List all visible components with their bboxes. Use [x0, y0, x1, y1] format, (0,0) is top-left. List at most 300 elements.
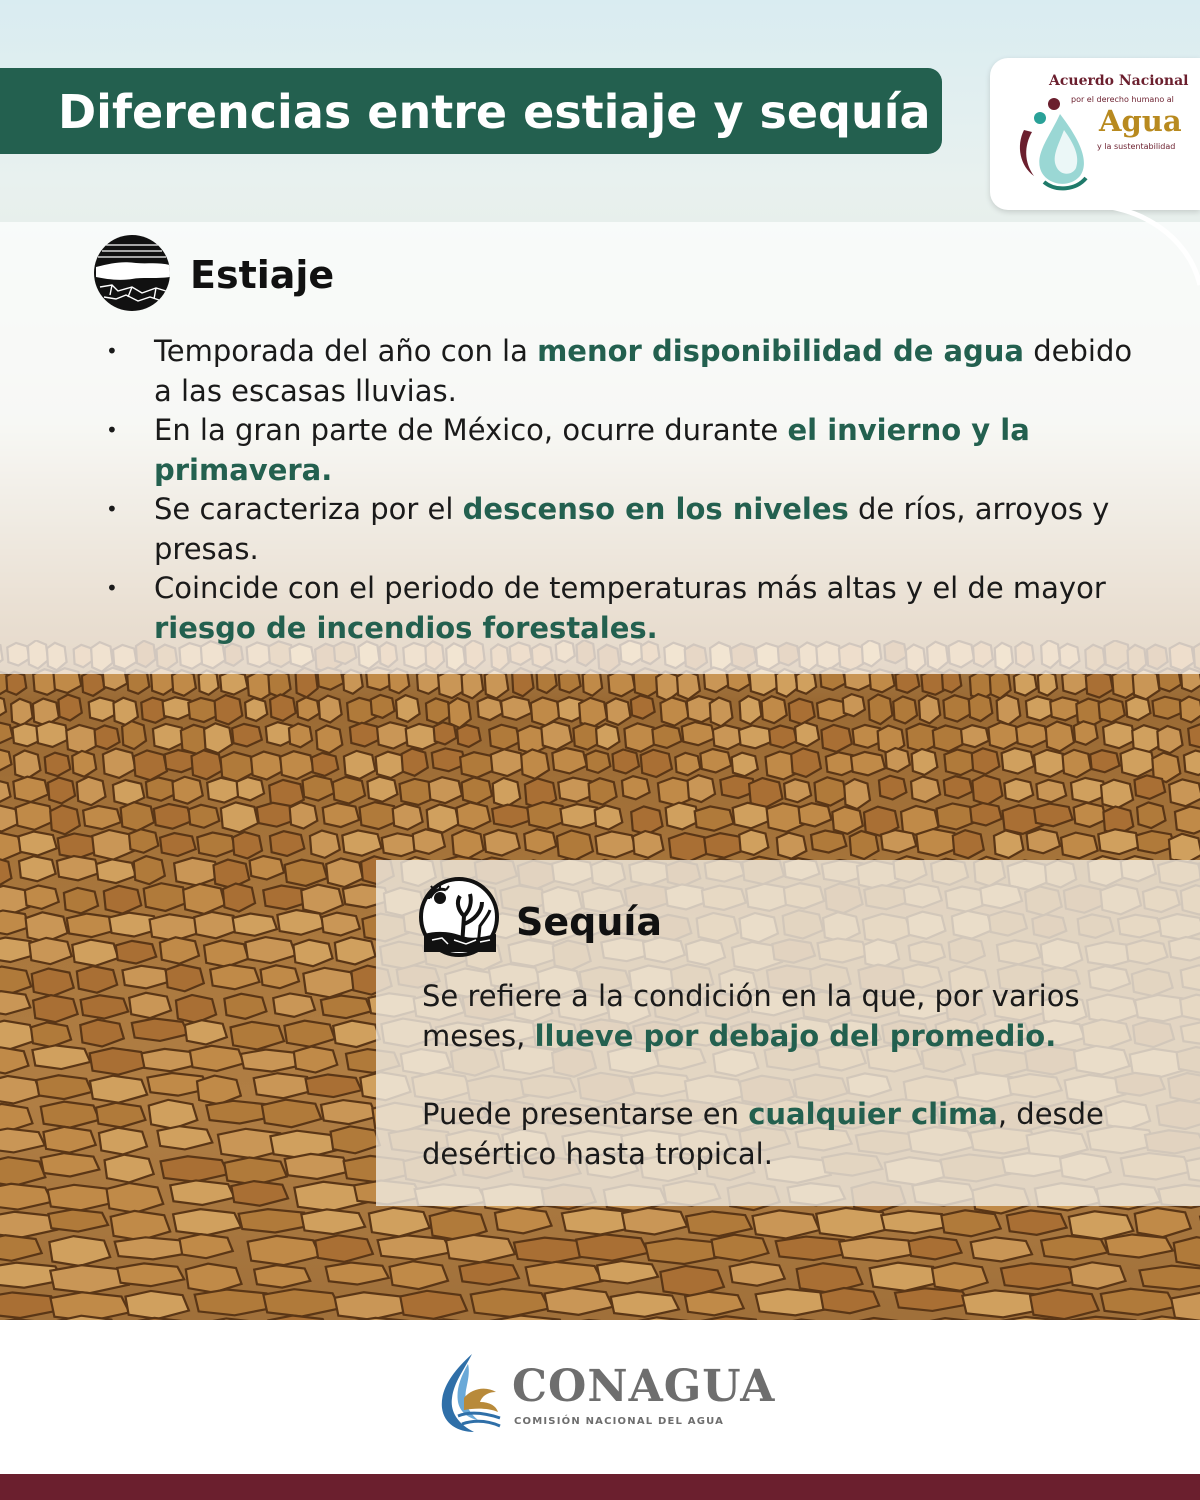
soil-crack-tile [641, 750, 672, 777]
soil-crack-tile [81, 995, 129, 1018]
soil-crack-tile [704, 833, 744, 858]
soil-crack-tile [660, 1266, 724, 1296]
soil-crack-tile [262, 1100, 321, 1128]
soil-crack-tile [0, 722, 13, 744]
soil-crack-tile [895, 1288, 970, 1311]
water-drop-emblem-icon [1014, 96, 1092, 196]
soil-crack-tile [1175, 807, 1200, 834]
soil-crack-tile [972, 748, 1000, 774]
soil-crack-tile [943, 695, 971, 721]
estiaje-heading: Estiaje [190, 253, 335, 297]
soil-crack-tile [333, 777, 365, 804]
soil-crack-tile [72, 751, 96, 777]
soil-crack-tile [611, 1292, 679, 1317]
soil-crack-tile [908, 1237, 961, 1260]
soil-crack-tile [315, 1235, 373, 1262]
soil-crack-tile [1038, 671, 1057, 696]
soil-crack-tile [784, 779, 811, 802]
soil-crack-tile [322, 913, 360, 936]
soil-crack-tile [413, 829, 445, 854]
soil-crack-tile [811, 831, 846, 853]
soil-crack-tile [33, 995, 78, 1022]
soil-crack-tile [129, 829, 158, 853]
soil-crack-tile [333, 1021, 380, 1047]
soil-crack-tile [471, 1289, 550, 1317]
soil-crack-tile [452, 830, 483, 859]
soil-crack-tile [0, 696, 6, 719]
soil-crack-tile [597, 1261, 658, 1283]
soil-crack-tile [434, 722, 457, 744]
soil-crack-tile [682, 722, 715, 745]
soil-crack-tile [6, 672, 26, 695]
soil-crack-tile [77, 777, 106, 805]
soil-crack-tile [426, 698, 451, 723]
soil-crack-tile [589, 778, 617, 804]
soil-crack-tile [263, 1289, 340, 1316]
soil-crack-tile [769, 726, 797, 748]
soil-crack-tile [19, 856, 56, 881]
soil-crack-tile [881, 1211, 949, 1233]
soil-crack-tile [843, 694, 865, 716]
soil-crack-tile [29, 938, 71, 964]
soil-crack-tile [293, 940, 332, 966]
soil-crack-tile [795, 722, 819, 746]
soil-crack-tile [224, 994, 266, 1019]
soil-crack-tile [297, 697, 319, 720]
soil-crack-tile [740, 696, 762, 724]
soil-crack-tile [460, 752, 494, 777]
sequia-paragraph-1: Se refiere a la condición en la que, por varios meses, llueve por debajo del promedio. [422, 979, 1080, 1053]
soil-crack-tile [1134, 775, 1165, 799]
soil-crack-tile [1001, 1263, 1076, 1289]
soil-crack-tile [971, 1237, 1032, 1261]
soil-crack-tile [0, 1104, 32, 1132]
soil-crack-tile [231, 1022, 285, 1050]
soil-crack-tile [1086, 671, 1113, 697]
soil-crack-tile [134, 856, 165, 884]
soil-crack-tile [0, 910, 29, 934]
soil-crack-tile [210, 965, 259, 989]
soil-crack-tile [677, 671, 700, 699]
soil-crack-tile [195, 1290, 275, 1316]
soil-crack-tile [0, 1184, 52, 1210]
estiaje-list [100, 332, 1140, 648]
soil-crack-tile [552, 748, 586, 773]
soil-crack-tile [122, 966, 169, 989]
soil-crack-tile [1174, 1237, 1200, 1266]
soil-crack-tile [251, 752, 283, 780]
soil-crack-tile [237, 777, 264, 800]
soil-crack-tile [1121, 748, 1155, 776]
soil-crack-tile [48, 1185, 114, 1210]
soil-crack-tile [312, 753, 339, 776]
soil-crack-tile [1157, 726, 1182, 753]
soil-crack-tile [270, 831, 304, 856]
soil-crack-tile [622, 1208, 687, 1235]
partner-logo-line4: y la sustentabilidad [1097, 142, 1176, 151]
soil-crack-tile [129, 993, 171, 1018]
soil-crack-tile [631, 695, 655, 718]
soil-crack-tile [656, 671, 679, 700]
soil-crack-tile [290, 802, 318, 828]
soil-crack-tile [153, 724, 185, 750]
soil-crack-tile [713, 725, 743, 749]
soil-crack-tile [1016, 723, 1048, 747]
soil-crack-tile [869, 694, 893, 724]
soil-crack-tile [850, 831, 879, 859]
soil-crack-tile [245, 937, 295, 963]
soil-crack-tile [446, 1235, 515, 1262]
soil-crack-tile [700, 749, 731, 772]
soil-crack-tile [173, 1209, 241, 1235]
soil-crack-tile [25, 886, 59, 909]
soil-crack-tile [576, 1234, 648, 1260]
soil-crack-tile [686, 1211, 752, 1236]
soil-crack-tile [933, 725, 965, 751]
soil-crack-tile [1171, 1293, 1200, 1320]
soil-crack-tile [194, 912, 238, 938]
soil-crack-tile [303, 776, 335, 801]
soil-crack-tile [521, 749, 549, 778]
soil-crack-tile [326, 1262, 389, 1284]
soil-crack-tile [105, 1155, 154, 1183]
soil-crack-tile [89, 698, 117, 722]
soil-crack-tile [753, 1210, 820, 1238]
soil-crack-tile [633, 831, 664, 858]
soil-crack-tile [652, 725, 681, 748]
soil-crack-tile [1004, 779, 1033, 802]
soil-crack-tile [851, 752, 885, 775]
soil-crack-tile [730, 1262, 785, 1286]
soil-crack-tile [342, 830, 381, 855]
soil-crack-tile [911, 777, 940, 803]
soil-crack-tile [204, 940, 248, 966]
soil-crack-tile [161, 1156, 229, 1181]
soil-crack-tile [457, 725, 481, 747]
soil-crack-tile [231, 1181, 288, 1206]
soil-crack-tile [90, 1048, 147, 1075]
soil-crack-tile [820, 1288, 879, 1313]
soil-crack-tile [310, 831, 340, 858]
soil-crack-tile [95, 725, 120, 749]
soil-crack-tile [961, 725, 989, 747]
soil-crack-tile [335, 937, 376, 964]
soil-crack-tile [41, 1153, 99, 1176]
soil-crack-tile [596, 724, 619, 749]
list-item: • En la gran parte de México, ocurre durante el invierno y la primavera. [100, 411, 1140, 490]
soil-crack-tile [1184, 751, 1200, 775]
soil-crack-tile [739, 725, 772, 748]
soil-crack-tile [11, 699, 33, 726]
soil-crack-tile [1046, 722, 1074, 752]
soil-crack-tile [303, 968, 356, 998]
soil-crack-tile [301, 1209, 365, 1234]
soil-crack-tile [970, 803, 1001, 825]
soil-crack-tile [185, 1020, 227, 1044]
soil-crack-tile [191, 750, 222, 779]
soil-crack-tile [96, 859, 136, 883]
conagua-subtitle: COMISIÓN NACIONAL DEL AGUA [514, 1416, 725, 1427]
soil-crack-tile [732, 753, 758, 777]
soil-crack-tile [844, 779, 870, 809]
soil-crack-tile [396, 695, 420, 722]
soil-crack-tile [0, 1129, 45, 1153]
soil-crack-tile [1169, 779, 1200, 806]
soil-crack-tile [953, 830, 984, 858]
soil-crack-tile [220, 671, 248, 694]
soil-crack-tile [0, 1292, 59, 1318]
soil-crack-tile [378, 1235, 452, 1259]
soil-crack-tile [762, 696, 787, 723]
soil-crack-tile [1027, 829, 1060, 853]
soil-crack-tile [280, 751, 314, 779]
soil-crack-tile [90, 1076, 147, 1103]
soil-crack-tile [36, 722, 68, 747]
soil-crack-tile [331, 1126, 380, 1153]
soil-crack-tile [477, 697, 502, 720]
conagua-emblem-icon [438, 1352, 504, 1434]
soil-crack-tile [400, 1291, 467, 1319]
soil-crack-tile [189, 805, 220, 828]
soil-crack-tile [33, 699, 59, 726]
soil-crack-tile [749, 778, 782, 807]
soil-crack-tile [113, 780, 144, 805]
soil-crack-tile [277, 910, 324, 935]
soil-crack-tile [608, 671, 635, 696]
soil-crack-tile [997, 695, 1021, 725]
soil-crack-tile [132, 1019, 189, 1041]
soil-crack-tile [606, 698, 630, 725]
soil-crack-tile [501, 697, 531, 720]
soil-crack-tile [149, 1100, 198, 1129]
soil-crack-tile [815, 777, 847, 805]
soil-crack-tile [586, 751, 610, 773]
soil-crack-tile [0, 1047, 28, 1073]
soil-crack-tile [215, 695, 243, 724]
soil-crack-tile [160, 833, 196, 856]
soil-crack-tile [1034, 804, 1073, 827]
soil-crack-tile [912, 749, 938, 775]
soil-crack-tile [1098, 829, 1140, 854]
soil-crack-tile [1103, 722, 1135, 748]
soil-crack-tile [688, 775, 716, 802]
soil-crack-tile [1062, 671, 1088, 695]
soil-crack-tile [1070, 1262, 1126, 1289]
soil-crack-tile [1180, 697, 1200, 723]
soil-crack-tile [1014, 672, 1037, 696]
soil-crack-tile [459, 1262, 518, 1285]
soil-crack-tile [695, 806, 734, 830]
soil-crack-tile [492, 805, 531, 827]
soil-crack-tile [58, 695, 81, 721]
soil-crack-tile [221, 802, 258, 832]
soil-crack-tile [125, 1291, 188, 1319]
soil-crack-tile [157, 1126, 212, 1149]
soil-crack-tile [72, 940, 118, 966]
soil-crack-tile [80, 1020, 124, 1047]
soil-crack-tile [489, 725, 519, 750]
soil-crack-tile [1074, 721, 1098, 745]
soil-crack-tile [117, 1263, 184, 1286]
soil-crack-tile [186, 1264, 242, 1293]
soil-crack-tile [393, 804, 423, 830]
partner-logo-line3: Agua [1099, 104, 1182, 138]
soil-crack-tile [13, 777, 48, 802]
soil-crack-tile [526, 1262, 602, 1290]
soil-crack-tile [111, 1211, 171, 1240]
soil-crack-tile [622, 776, 650, 799]
soil-crack-tile [326, 858, 363, 887]
soil-crack-tile [595, 805, 623, 829]
soil-crack-tile [289, 724, 312, 748]
soil-crack-tile [14, 750, 40, 778]
soil-crack-tile [1034, 750, 1066, 777]
soil-crack-tile [0, 780, 11, 804]
soil-crack-tile [1041, 1236, 1107, 1260]
soil-crack-tile [545, 1288, 613, 1315]
soil-crack-tile [919, 695, 940, 723]
soil-crack-tile [223, 884, 255, 912]
soil-crack-tile [1126, 697, 1150, 721]
soil-crack-tile [232, 724, 262, 747]
sequia-paragraph-2: Puede presentarse en cualquier clima, desde desértico hasta tropical. [422, 1097, 1104, 1171]
soil-crack-tile [245, 698, 267, 721]
soil-crack-tile [994, 830, 1023, 857]
list-item: • Coincide con el periodo de temperaturas más altas y el de mayor riesgo de incendios forestales. [100, 569, 1140, 648]
soil-crack-tile [321, 1100, 376, 1124]
soil-crack-tile [1002, 748, 1035, 773]
bottom-bar [0, 1474, 1200, 1500]
soil-crack-tile [103, 749, 136, 778]
soil-crack-tile [495, 1208, 552, 1234]
soil-crack-tile [733, 803, 770, 828]
soil-crack-tile [0, 1021, 35, 1050]
list-item: • Se caracteriza por el descenso en los niveles de ríos, arroyos y presas. [100, 490, 1140, 569]
soil-crack-tile [284, 1021, 334, 1047]
soil-crack-tile [675, 753, 700, 775]
soil-crack-tile [48, 1210, 108, 1232]
soil-crack-tile [183, 884, 225, 914]
soil-crack-tile [1105, 1234, 1173, 1257]
partner-logo-line2: por el derecho humano al [1071, 95, 1174, 104]
soil-crack-tile [1030, 1290, 1099, 1319]
soil-crack-tile [306, 1074, 362, 1097]
soil-crack-tile [254, 1073, 313, 1098]
soil-crack-tile [839, 1237, 916, 1261]
soil-crack-tile [816, 1208, 890, 1238]
soil-crack-tile [294, 1047, 337, 1073]
soil-crack-tile [82, 671, 105, 696]
soil-crack-tile [16, 802, 54, 830]
soil-crack-tile [1090, 750, 1119, 772]
soil-crack-tile [43, 1127, 95, 1153]
soil-crack-tile [879, 776, 906, 800]
soil-crack-tile [491, 749, 524, 776]
soil-crack-tile [789, 699, 815, 724]
soil-crack-tile [197, 833, 235, 857]
soil-crack-tile [367, 777, 397, 802]
soil-crack-tile [45, 753, 71, 776]
soil-crack-tile [116, 941, 156, 964]
soil-crack-tile [371, 695, 395, 718]
soil-crack-tile [557, 830, 593, 860]
soil-crack-tile [1074, 803, 1106, 827]
soil-crack-tile [122, 721, 146, 749]
soil-crack-tile [180, 1234, 233, 1258]
sequia-heading: Sequía [516, 900, 663, 944]
soil-crack-tile [972, 775, 1002, 804]
soil-crack-tile [344, 751, 375, 779]
soil-crack-tile [0, 1076, 41, 1104]
dry-lake-icon [92, 233, 172, 313]
soil-crack-tile [429, 777, 462, 803]
soil-crack-tile [213, 860, 249, 888]
soil-crack-tile [49, 1236, 110, 1266]
soil-crack-tile [190, 1046, 244, 1071]
soil-crack-tile [821, 725, 851, 752]
soil-crack-tile [1137, 802, 1165, 828]
list-item: • Temporada del año con la menor disponibilidad de agua debido a las escasas lluvias. [100, 332, 1140, 411]
soil-crack-tile [791, 748, 821, 777]
soil-crack-tile [104, 886, 141, 914]
soil-crack-tile [31, 1022, 71, 1047]
soil-crack-tile [96, 1103, 145, 1128]
soil-crack-tile [233, 914, 277, 936]
soil-crack-tile [390, 1261, 448, 1289]
soil-crack-tile [885, 748, 909, 772]
soil-crack-tile [710, 698, 733, 727]
soil-crack-tile [77, 966, 117, 993]
soil-crack-tile [870, 1263, 941, 1291]
soil-crack-tile [170, 1180, 234, 1205]
soil-crack-tile [941, 1210, 1000, 1236]
soil-crack-tile [321, 996, 371, 1019]
soil-crack-tile [541, 722, 572, 750]
soil-crack-tile [0, 1235, 42, 1261]
soil-crack-tile [107, 1183, 164, 1213]
soil-crack-tile [144, 883, 188, 911]
partner-logo-line1: Acuerdo Nacional [1049, 73, 1189, 89]
soil-crack-tile [233, 832, 262, 858]
soil-crack-tile [1153, 697, 1184, 719]
soil-crack-tile [402, 749, 428, 776]
conagua-logo-text: CONAGUA [512, 1361, 776, 1412]
soil-crack-tile [273, 993, 315, 1016]
soil-crack-tile [1140, 1266, 1200, 1290]
soil-crack-tile [254, 1265, 310, 1288]
soil-crack-tile [261, 965, 299, 988]
soil-crack-tile [323, 803, 359, 827]
soil-crack-tile [41, 1102, 100, 1128]
soil-crack-tile [493, 778, 521, 807]
soil-crack-tile [796, 671, 816, 694]
soil-crack-tile [268, 670, 290, 697]
soil-crack-tile [19, 832, 57, 856]
page-title: Diferencias entre estiaje y sequía [58, 85, 931, 139]
soil-crack-tile [285, 860, 327, 886]
soil-crack-tile [176, 995, 216, 1023]
soil-crack-tile [121, 802, 154, 831]
soil-crack-tile [1007, 1211, 1067, 1235]
soil-crack-tile [32, 968, 74, 996]
soil-crack-tile [595, 831, 635, 857]
soil-crack-tile [799, 803, 832, 826]
soil-crack-tile [36, 1075, 91, 1099]
soil-crack-tile [484, 830, 520, 856]
soil-crack-tile [154, 804, 191, 829]
soil-crack-tile [50, 805, 80, 834]
soil-crack-tile [1188, 724, 1200, 749]
